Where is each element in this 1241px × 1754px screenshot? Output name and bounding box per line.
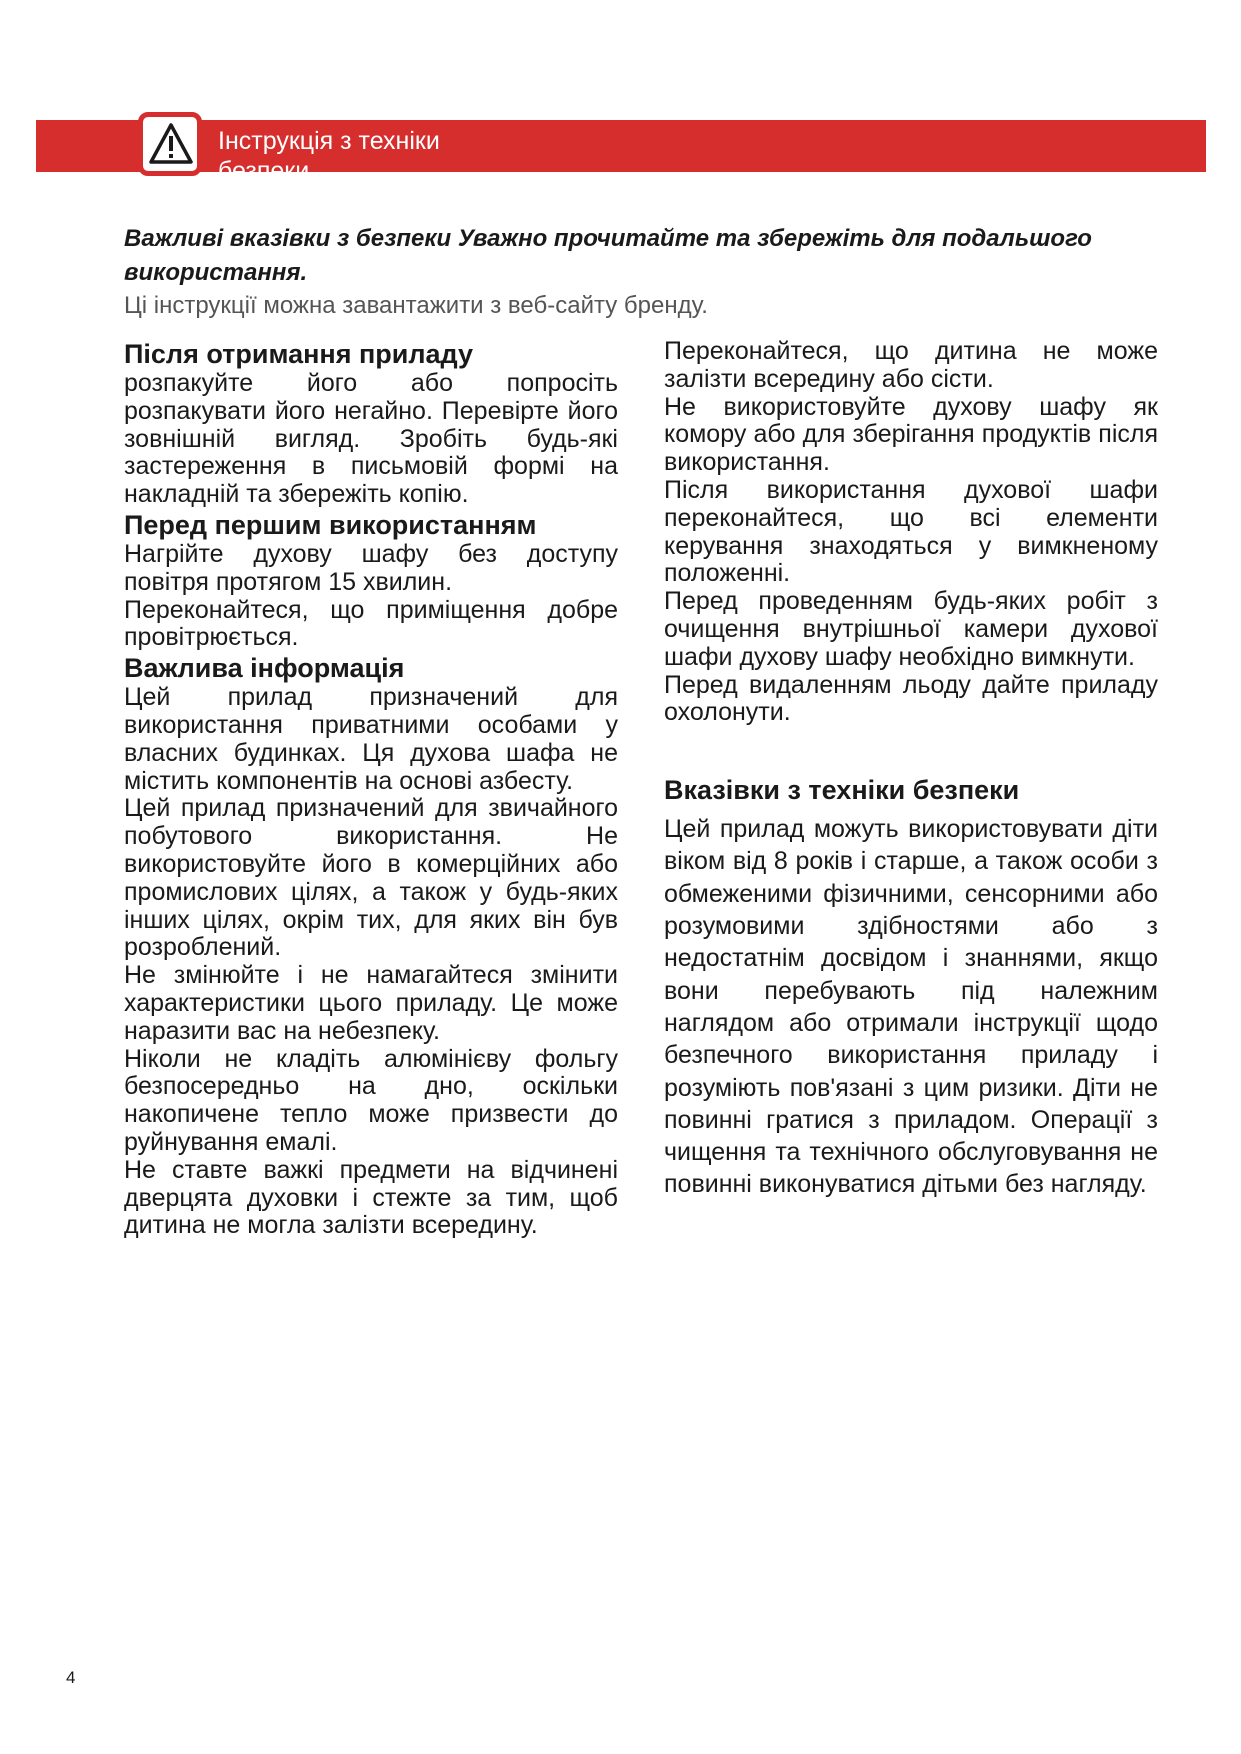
safety-guidelines-text: Цей прилад можуть використовувати діти віком від 8 років і старше, а також особи з обмеженими фізичними, сенсорними або розумовими здібностями або з недостатнім досвідом і знаннями, якщо вони перебувають під належним наглядом або отримали інструкції щодо безпечного використання приладу і розуміють пов'язані з цим ризики. Діти не повинні гратися з приладом. Операції з чищення та технічного обслуговування не повинні виконуватися дітьми без нагляду.	[664, 815, 1158, 1199]
section-heading-before-first-use: Перед першим використанням	[124, 509, 537, 540]
page-number: 4	[66, 1668, 76, 1687]
safety-guidelines-section	[664, 773, 1158, 1201]
right-p2: Не використовуйте духову шафу як комору або для зберігання продуктів після використання.	[664, 392, 1158, 477]
warning-triangle-icon	[149, 122, 193, 166]
important-info-p1: Цей прилад призначений для використання приватними особами у власних будинках. Ця духова шафа не містить компонентів на основі азбесту.	[124, 683, 618, 795]
important-info-p2: Цей прилад призначений для звичайного побутового використання. Не використовуйте його в комерційних або промислових цілях, а також у будь-яких інших цілях, окрім тих, для яких він був розроблений.	[124, 794, 618, 962]
section-heading-important-info: Важлива інформація	[124, 653, 405, 684]
header-banner	[36, 120, 1206, 185]
intro-download-note: Ці інструкції можна завантажити з веб-сайту бренду.	[124, 292, 708, 319]
after-receiving-text: розпакуйте його або попросіть розпакувати його негайно. Перевірте його зовнішній вигляд. Зробіть будь-які застереження в письмовій формі на накладній та збережіть копію.	[124, 369, 618, 509]
right-p5: Перед видаленням льоду дайте приладу охолонути.	[664, 670, 1158, 727]
right-p4: Перед проведенням будь-яких робіт з очищення внутрішньої камери духової шафи духову шафу необхідно вимкнути.	[664, 587, 1158, 671]
before-first-use-p2: Переконайтеся, що приміщення добре провітрюється.	[124, 595, 618, 652]
before-first-use-p1: Нагрійте духову шафу без доступу повітря протягом 15 хвилин.	[124, 539, 618, 596]
section-heading-safety-guidelines: Вказівки з техніки безпеки	[664, 775, 1020, 806]
warning-icon-frame	[138, 112, 202, 176]
section-heading-after-receiving: Після отримання приладу	[124, 339, 474, 369]
important-info-p4: Ніколи не кладіть алюмінієву фольгу безпосередньо на дно, оскільки накопичене тепло може призвести до руйнування емалі.	[124, 1044, 618, 1156]
important-info-p5: Не ставте важкі предмети на відчинені дверцята духовки і стежте за тим, щоб дитина не могла залізти всередину.	[124, 1155, 618, 1240]
right-p3: Після використання духової шафи переконайтеся, що всі елементи керування знаходяться у вимкненому положенні.	[664, 475, 1158, 588]
important-info-p3: Не змінюйте і не намагайтеся змінити характеристики цього приладу. Це може наразити вас на небезпеку.	[124, 961, 618, 1045]
left-column	[124, 338, 618, 1240]
header-title: Інструкція з техніки безпеки	[218, 127, 440, 185]
right-p1: Переконайтеся, що дитина не може залізти всередину або сісти.	[664, 337, 1158, 393]
intro-important-notice: Важливі вказівки з безпеки Уважно прочитайте та збережіть для подальшого використання.	[124, 225, 1092, 286]
right-column	[664, 338, 1158, 1201]
